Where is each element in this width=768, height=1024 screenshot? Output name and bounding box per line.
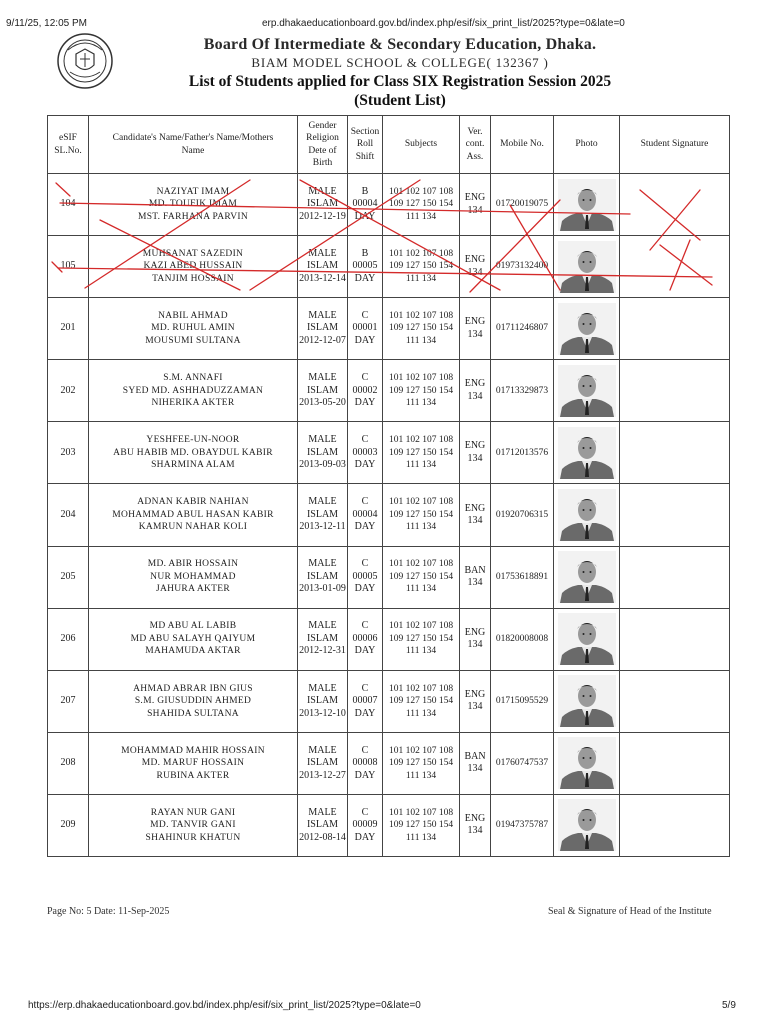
student-name: MOHAMMAD MAHIR HOSSAIN bbox=[121, 745, 265, 756]
father-name: S.M. GIUSUDDIN AHMED bbox=[134, 696, 252, 707]
cell-photo bbox=[554, 298, 620, 360]
father-name: MD. TANVIR GANI bbox=[150, 820, 236, 831]
religion: ISLAM bbox=[306, 632, 339, 644]
cell-section-roll-shift bbox=[348, 546, 383, 608]
father-name: SYED MD. ASHHADUZZAMAN bbox=[122, 385, 264, 396]
shift: DAY bbox=[354, 272, 376, 284]
student-name: NABIL AHMAD bbox=[158, 310, 228, 321]
assessment: 134 bbox=[467, 763, 483, 775]
cell-photo bbox=[554, 670, 620, 732]
gender: MALE bbox=[308, 309, 337, 321]
header-section: Section Roll Shift bbox=[348, 116, 383, 174]
date-of-birth: 2012-12-19 bbox=[299, 210, 346, 222]
cell-mobile: 01713329873 bbox=[491, 360, 554, 422]
father-name: MD. TOUFIK IMAM bbox=[148, 199, 238, 210]
section: C bbox=[361, 744, 369, 756]
version: ENG bbox=[464, 378, 486, 390]
student-photo bbox=[558, 613, 616, 665]
cell-version bbox=[460, 670, 491, 732]
cell-section-roll-shift bbox=[348, 670, 383, 732]
cell-gender-religion-dob bbox=[298, 484, 348, 546]
student-photo bbox=[558, 365, 616, 417]
section: C bbox=[361, 620, 369, 632]
shift: DAY bbox=[354, 210, 376, 222]
cell-version bbox=[460, 422, 491, 484]
section: C bbox=[361, 682, 369, 694]
table-row bbox=[48, 422, 730, 484]
version: ENG bbox=[464, 192, 486, 204]
assessment: 134 bbox=[467, 825, 483, 837]
date-of-birth: 2013-12-14 bbox=[299, 272, 346, 284]
section: C bbox=[361, 434, 369, 446]
cell-mobile: 01973132400 bbox=[491, 236, 554, 298]
assessment: 134 bbox=[467, 701, 483, 713]
roll: 00004 bbox=[352, 508, 378, 520]
student-name: AHMAD ABRAR IBN GIUS bbox=[133, 683, 253, 694]
section: B bbox=[361, 247, 369, 259]
cell-signature bbox=[620, 546, 730, 608]
cell-photo bbox=[554, 174, 620, 236]
student-photo bbox=[558, 799, 616, 851]
cell-subjects: 101 102 107 108 109 127 150 154 111 134 bbox=[383, 732, 460, 794]
mother-name: JAHURA AKTER bbox=[155, 584, 231, 595]
table-row bbox=[48, 298, 730, 360]
cell-subjects: 101 102 107 108 109 127 150 154 111 134 bbox=[383, 608, 460, 670]
student-photo bbox=[558, 675, 616, 727]
cell-names bbox=[89, 794, 298, 856]
cell-sl: 202 bbox=[48, 360, 89, 422]
student-photo bbox=[558, 303, 616, 355]
cell-version bbox=[460, 174, 491, 236]
table-row bbox=[48, 174, 730, 236]
print-url-top: erp.dhakaeducationboard.gov.bd/index.php/esif/six_print_list/2025?type=0&late=0 bbox=[262, 18, 625, 29]
cell-sl: 201 bbox=[48, 298, 89, 360]
student-name: S.M. ANNAFI bbox=[163, 373, 223, 384]
cell-signature bbox=[620, 484, 730, 546]
cell-version bbox=[460, 298, 491, 360]
gender: MALE bbox=[308, 185, 337, 197]
cell-names bbox=[89, 670, 298, 732]
gender: MALE bbox=[308, 620, 337, 632]
print-datetime: 9/11/25, 12:05 PM bbox=[6, 18, 87, 29]
cell-sl: 208 bbox=[48, 732, 89, 794]
version: ENG bbox=[464, 688, 486, 700]
cell-signature bbox=[620, 360, 730, 422]
version: ENG bbox=[464, 316, 486, 328]
seal-signature-label: Seal & Signature of Head of the Institute bbox=[548, 906, 712, 917]
cell-subjects: 101 102 107 108 109 127 150 154 111 134 bbox=[383, 298, 460, 360]
religion: ISLAM bbox=[306, 446, 339, 458]
board-name: Board Of Intermediate & Secondary Education, Dhaka. bbox=[203, 36, 597, 53]
table-row bbox=[48, 732, 730, 794]
date-of-birth: 2013-12-27 bbox=[299, 769, 346, 781]
assessment: 134 bbox=[467, 266, 483, 278]
cell-sl: 105 bbox=[48, 236, 89, 298]
table-header-row bbox=[48, 116, 730, 174]
table-row bbox=[48, 670, 730, 732]
shift: DAY bbox=[354, 397, 376, 409]
cell-signature bbox=[620, 732, 730, 794]
religion: ISLAM bbox=[306, 819, 339, 831]
header-version: Ver. cont. Ass. bbox=[460, 116, 491, 174]
cell-gender-religion-dob bbox=[298, 236, 348, 298]
mother-name: SHAHIDA SULTANA bbox=[147, 708, 239, 719]
cell-gender-religion-dob bbox=[298, 360, 348, 422]
section: C bbox=[361, 806, 369, 818]
shift: DAY bbox=[354, 645, 376, 657]
mother-name: SHARMINA ALAM bbox=[151, 460, 235, 471]
cell-mobile: 01720019075 bbox=[491, 174, 554, 236]
version: ENG bbox=[464, 254, 486, 266]
table-row bbox=[48, 360, 730, 422]
cell-section-roll-shift bbox=[348, 360, 383, 422]
cell-section-roll-shift bbox=[348, 174, 383, 236]
father-name: MD. RUHUL AMIN bbox=[151, 323, 235, 334]
version: ENG bbox=[464, 440, 486, 452]
student-photo bbox=[558, 489, 616, 541]
student-photo bbox=[558, 241, 616, 293]
father-name: MD ABU SALAYH QAIYUM bbox=[130, 633, 256, 644]
religion: ISLAM bbox=[306, 384, 339, 396]
cell-version bbox=[460, 360, 491, 422]
student-photo bbox=[558, 737, 616, 789]
date-of-birth: 2013-12-11 bbox=[299, 521, 346, 533]
student-name: MUHSANAT SAZEDIN bbox=[142, 248, 244, 259]
date-of-birth: 2013-09-03 bbox=[299, 459, 346, 471]
cell-version bbox=[460, 794, 491, 856]
father-name: ABU HABIB MD. OBAYDUL KABIR bbox=[113, 447, 273, 458]
mother-name: MST. FARHANA PARVIN bbox=[137, 211, 249, 222]
cell-mobile: 01712013576 bbox=[491, 422, 554, 484]
cell-version bbox=[460, 608, 491, 670]
gender: MALE bbox=[308, 558, 337, 570]
cell-names bbox=[89, 732, 298, 794]
version: ENG bbox=[464, 626, 486, 638]
cell-signature bbox=[620, 298, 730, 360]
cell-signature bbox=[620, 670, 730, 732]
cell-photo bbox=[554, 484, 620, 546]
cell-gender-religion-dob bbox=[298, 794, 348, 856]
date-of-birth: 2013-01-09 bbox=[299, 583, 346, 595]
student-name: ADNAN KABIR NAHIAN bbox=[137, 497, 249, 508]
header-mobile: Mobile No. bbox=[491, 116, 554, 174]
cell-photo bbox=[554, 794, 620, 856]
header-sl: eSIF SL.No. bbox=[48, 116, 89, 174]
assessment: 134 bbox=[467, 577, 483, 589]
cell-names bbox=[89, 236, 298, 298]
cell-photo bbox=[554, 608, 620, 670]
cell-sl: 207 bbox=[48, 670, 89, 732]
cell-photo bbox=[554, 422, 620, 484]
cell-sl: 104 bbox=[48, 174, 89, 236]
student-name: MD. ABIR HOSSAIN bbox=[147, 559, 239, 570]
cell-names bbox=[89, 422, 298, 484]
student-name: MD ABU AL LABIB bbox=[149, 621, 237, 632]
shift: DAY bbox=[354, 521, 376, 533]
cell-version bbox=[460, 236, 491, 298]
cell-photo bbox=[554, 546, 620, 608]
religion: ISLAM bbox=[306, 260, 339, 272]
father-name: MOHAMMAD ABUL HASAN KABIR bbox=[112, 509, 274, 520]
date-of-birth: 2012-08-14 bbox=[299, 831, 346, 843]
cell-version bbox=[460, 732, 491, 794]
roll: 00004 bbox=[352, 198, 378, 210]
cell-mobile: 01920706315 bbox=[491, 484, 554, 546]
shift: DAY bbox=[354, 707, 376, 719]
mother-name: RUBINA AKTER bbox=[156, 770, 230, 781]
table-row bbox=[48, 546, 730, 608]
cell-mobile: 01820008008 bbox=[491, 608, 554, 670]
cell-gender-religion-dob bbox=[298, 546, 348, 608]
assessment: 134 bbox=[467, 639, 483, 651]
student-list-table bbox=[47, 115, 730, 857]
cell-section-roll-shift bbox=[348, 236, 383, 298]
roll: 00002 bbox=[352, 384, 378, 396]
list-subtitle: (Student List) bbox=[354, 92, 446, 109]
gender: MALE bbox=[308, 806, 337, 818]
cell-subjects: 101 102 107 108 109 127 150 154 111 134 bbox=[383, 236, 460, 298]
student-photo bbox=[558, 179, 616, 231]
section: C bbox=[361, 558, 369, 570]
shift: DAY bbox=[354, 831, 376, 843]
section: C bbox=[361, 372, 369, 384]
section: B bbox=[361, 185, 369, 197]
cell-signature bbox=[620, 174, 730, 236]
student-photo bbox=[558, 551, 616, 603]
date-of-birth: 2013-12-10 bbox=[299, 707, 346, 719]
cell-signature bbox=[620, 236, 730, 298]
gender: MALE bbox=[308, 682, 337, 694]
mother-name: MOUSUMI SULTANA bbox=[145, 335, 241, 346]
board-seal-icon bbox=[56, 32, 114, 90]
cell-section-roll-shift bbox=[348, 732, 383, 794]
roll: 00001 bbox=[352, 322, 378, 334]
cell-sl: 205 bbox=[48, 546, 89, 608]
date-of-birth: 2013-05-20 bbox=[299, 397, 346, 409]
cell-names bbox=[89, 298, 298, 360]
cell-subjects: 101 102 107 108 109 127 150 154 111 134 bbox=[383, 546, 460, 608]
table-row bbox=[48, 484, 730, 546]
header-subjects: Subjects bbox=[383, 116, 460, 174]
school-name: BIAM MODEL SCHOOL & COLLEGE( 132367 ) bbox=[251, 55, 549, 70]
cell-signature bbox=[620, 422, 730, 484]
cell-mobile: 01715095529 bbox=[491, 670, 554, 732]
student-photo bbox=[558, 427, 616, 479]
header-name: Candidate's Name/Father's Name/Mothers Name bbox=[89, 116, 298, 174]
religion: ISLAM bbox=[306, 570, 339, 582]
shift: DAY bbox=[354, 583, 376, 595]
cell-mobile: 01753618891 bbox=[491, 546, 554, 608]
cell-section-roll-shift bbox=[348, 298, 383, 360]
version: ENG bbox=[464, 502, 486, 514]
cell-section-roll-shift bbox=[348, 484, 383, 546]
cell-names bbox=[89, 546, 298, 608]
assessment: 134 bbox=[467, 515, 483, 527]
gender: MALE bbox=[308, 496, 337, 508]
father-name: MD. MARUF HOSSAIN bbox=[141, 758, 245, 769]
cell-photo bbox=[554, 732, 620, 794]
table-row bbox=[48, 236, 730, 298]
version: BAN bbox=[464, 564, 486, 576]
cell-section-roll-shift bbox=[348, 794, 383, 856]
version: BAN bbox=[464, 750, 486, 762]
roll: 00005 bbox=[352, 260, 378, 272]
mother-name: SHAHINUR KHATUN bbox=[145, 832, 241, 843]
roll: 00005 bbox=[352, 570, 378, 582]
mother-name: TANJIM HOSSAIN bbox=[152, 273, 234, 284]
cell-names bbox=[89, 608, 298, 670]
table-row bbox=[48, 608, 730, 670]
print-url-bottom: https://erp.dhakaeducationboard.gov.bd/index.php/esif/six_print_list/2025?type=0&late=0 bbox=[28, 1000, 421, 1011]
cell-subjects: 101 102 107 108 109 127 150 154 111 134 bbox=[383, 670, 460, 732]
gender: MALE bbox=[308, 247, 337, 259]
student-name: YESHFEE-UN-NOOR bbox=[146, 435, 240, 446]
cell-names bbox=[89, 174, 298, 236]
header-photo: Photo bbox=[554, 116, 620, 174]
cell-subjects: 101 102 107 108 109 127 150 154 111 134 bbox=[383, 422, 460, 484]
gender: MALE bbox=[308, 372, 337, 384]
header-signature: Student Signature bbox=[620, 116, 730, 174]
section: C bbox=[361, 309, 369, 321]
cell-subjects: 101 102 107 108 109 127 150 154 111 134 bbox=[383, 360, 460, 422]
cell-mobile: 01711246807 bbox=[491, 298, 554, 360]
shift: DAY bbox=[354, 334, 376, 346]
religion: ISLAM bbox=[306, 198, 339, 210]
cell-photo bbox=[554, 360, 620, 422]
roll: 00009 bbox=[352, 819, 378, 831]
cell-mobile: 01760747537 bbox=[491, 732, 554, 794]
mother-name: NIHERIKA AKTER bbox=[151, 398, 235, 409]
cell-gender-religion-dob bbox=[298, 608, 348, 670]
table-row bbox=[48, 794, 730, 856]
assessment: 134 bbox=[467, 390, 483, 402]
cell-subjects: 101 102 107 108 109 127 150 154 111 134 bbox=[383, 794, 460, 856]
cell-signature bbox=[620, 794, 730, 856]
shift: DAY bbox=[354, 769, 376, 781]
date-of-birth: 2012-12-07 bbox=[299, 334, 346, 346]
cell-sl: 204 bbox=[48, 484, 89, 546]
father-name: NUR MOHAMMAD bbox=[150, 571, 236, 582]
assessment: 134 bbox=[467, 204, 483, 216]
cell-version bbox=[460, 546, 491, 608]
roll: 00006 bbox=[352, 632, 378, 644]
gender: MALE bbox=[308, 744, 337, 756]
gender: MALE bbox=[308, 434, 337, 446]
religion: ISLAM bbox=[306, 508, 339, 520]
student-name: RAYAN NUR GANI bbox=[150, 807, 236, 818]
student-name: NAZIYAT IMAM bbox=[156, 186, 230, 197]
shift: DAY bbox=[354, 459, 376, 471]
roll: 00008 bbox=[352, 757, 378, 769]
religion: ISLAM bbox=[306, 695, 339, 707]
cell-signature bbox=[620, 608, 730, 670]
cell-mobile: 01947375787 bbox=[491, 794, 554, 856]
header-gender: Gender Religion Dete of Birth bbox=[298, 116, 348, 174]
cell-names bbox=[89, 484, 298, 546]
cell-sl: 203 bbox=[48, 422, 89, 484]
cell-version bbox=[460, 484, 491, 546]
cell-gender-religion-dob bbox=[298, 422, 348, 484]
page-info: Page No: 5 Date: 11-Sep-2025 bbox=[47, 906, 170, 917]
cell-subjects: 101 102 107 108 109 127 150 154 111 134 bbox=[383, 484, 460, 546]
list-title: List of Students applied for Class SIX Registration Session 2025 bbox=[188, 73, 612, 90]
father-name: KAZI ABED HUSSAIN bbox=[143, 261, 243, 272]
cell-names bbox=[89, 360, 298, 422]
cell-sl: 206 bbox=[48, 608, 89, 670]
cell-sl: 209 bbox=[48, 794, 89, 856]
roll: 00007 bbox=[352, 695, 378, 707]
cell-gender-religion-dob bbox=[298, 298, 348, 360]
print-page-count: 5/9 bbox=[722, 1000, 736, 1011]
cell-section-roll-shift bbox=[348, 608, 383, 670]
date-of-birth: 2012-12-31 bbox=[299, 645, 346, 657]
assessment: 134 bbox=[467, 328, 483, 340]
cell-gender-religion-dob bbox=[298, 732, 348, 794]
cell-section-roll-shift bbox=[348, 422, 383, 484]
mother-name: KAMRUN NAHAR KOLI bbox=[138, 522, 248, 533]
cell-photo bbox=[554, 236, 620, 298]
assessment: 134 bbox=[467, 452, 483, 464]
cell-gender-religion-dob bbox=[298, 174, 348, 236]
roll: 00003 bbox=[352, 446, 378, 458]
version: ENG bbox=[464, 812, 486, 824]
religion: ISLAM bbox=[306, 322, 339, 334]
religion: ISLAM bbox=[306, 757, 339, 769]
cell-gender-religion-dob bbox=[298, 670, 348, 732]
document-header bbox=[150, 36, 650, 110]
cell-subjects: 101 102 107 108 109 127 150 154 111 134 bbox=[383, 174, 460, 236]
mother-name: MAHAMUDA AKTAR bbox=[145, 646, 241, 657]
section: C bbox=[361, 496, 369, 508]
